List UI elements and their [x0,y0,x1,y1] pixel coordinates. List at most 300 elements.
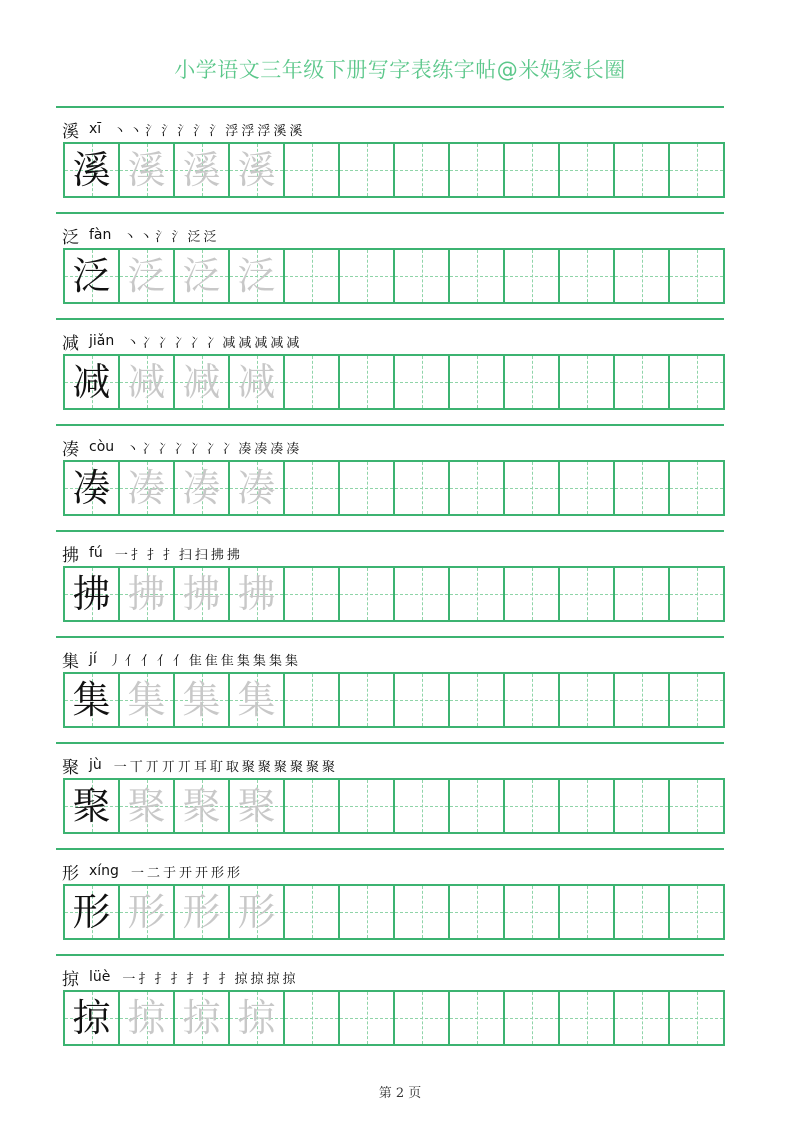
header-character: 掠 [62,969,79,990]
horizontal-guide [285,594,338,595]
stroke-step: 亻 [124,653,138,669]
stroke-step: 取 [225,759,239,775]
trace-cell [175,674,230,726]
blank-cell[interactable] [285,144,340,196]
stroke-step: 扌 [138,971,152,987]
row-header [62,330,302,352]
horizontal-guide [450,382,503,383]
horizontal-guide [505,488,558,489]
stroke-step: 二 [146,865,160,881]
trace-character: 溪 [127,148,166,192]
blank-cell[interactable] [340,250,395,302]
row-header [62,648,301,670]
blank-cell[interactable] [285,780,340,832]
blank-cell[interactable] [395,356,450,408]
trace-character: 集 [182,678,221,722]
stroke-step: 溪 [289,123,303,139]
blank-cell[interactable] [505,674,560,726]
trace-cell [120,144,175,196]
stroke-step: 掠 [250,971,264,987]
practice-grid [63,566,725,622]
row-header [62,860,243,882]
horizontal-guide [615,382,668,383]
blank-cell[interactable] [505,250,560,302]
row-header [62,436,302,458]
stroke-step: 一 [122,971,136,987]
blank-cell[interactable] [395,780,450,832]
blank-cell[interactable] [670,356,723,408]
model-cell [65,462,120,514]
header-character: 聚 [62,757,79,778]
horizontal-guide [560,382,613,383]
practice-grid [63,990,725,1046]
stroke-step: 冫 [142,441,156,457]
blank-cell[interactable] [450,992,505,1044]
blank-cell[interactable] [340,462,395,514]
blank-cell[interactable] [450,356,505,408]
stroke-step: 氵 [161,123,175,139]
blank-cell[interactable] [670,144,723,196]
stroke-step: 丶 [129,123,143,139]
stroke-step: 扌 [130,547,144,563]
blank-cell[interactable] [450,250,505,302]
blank-cell[interactable] [340,780,395,832]
blank-cell[interactable] [560,250,615,302]
stroke-step: 形 [227,865,241,881]
stroke-step: 隹 [204,653,218,669]
stroke-step: 氵 [171,229,185,245]
stroke-step: 扌 [218,971,232,987]
horizontal-guide [395,806,448,807]
trace-cell [175,568,230,620]
horizontal-guide [505,700,558,701]
trace-cell [230,886,285,938]
trace-cell [230,250,285,302]
model-character: 掠 [72,996,111,1040]
stroke-order [126,438,302,457]
practice-grid [63,460,725,516]
stroke-step: 氵 [145,123,159,139]
trace-character: 泛 [127,254,166,298]
stroke-step: 浮 [257,123,271,139]
trace-cell [175,144,230,196]
stroke-step: 冫 [222,441,236,457]
stroke-step: 冫 [158,441,172,457]
stroke-step: 丌 [161,759,175,775]
practice-rows [56,106,724,1060]
stroke-step: 扌 [186,971,200,987]
horizontal-guide [395,382,448,383]
horizontal-guide [340,170,393,171]
stroke-step: 浮 [241,123,255,139]
horizontal-guide [340,1018,393,1019]
trace-character: 集 [237,678,276,722]
trace-cell [120,462,175,514]
blank-cell[interactable] [285,992,340,1044]
horizontal-guide [340,700,393,701]
trace-character: 形 [127,890,166,934]
blank-cell[interactable] [450,780,505,832]
horizontal-guide [285,1018,338,1019]
blank-cell[interactable] [560,568,615,620]
trace-cell [175,780,230,832]
blank-cell[interactable] [395,992,450,1044]
model-cell [65,780,120,832]
blank-cell[interactable] [340,886,395,938]
stroke-step: 聚 [257,759,271,775]
stroke-order [126,332,302,351]
blank-cell[interactable] [670,462,723,514]
blank-cell[interactable] [615,780,670,832]
trace-cell [175,462,230,514]
horizontal-guide [450,488,503,489]
trace-cell [120,356,175,408]
row-header [62,966,299,988]
trace-character: 泛 [237,254,276,298]
practice-row [56,636,724,742]
stroke-step: 于 [162,865,176,881]
row-header [62,118,305,140]
stroke-step: 亻 [140,653,154,669]
horizontal-guide [450,1018,503,1019]
stroke-step: 扌 [146,547,160,563]
stroke-step: 冫 [206,441,220,457]
stroke-step: 减 [270,335,284,351]
blank-cell[interactable] [285,356,340,408]
horizontal-guide [615,1018,668,1019]
horizontal-guide [450,806,503,807]
horizontal-guide [285,806,338,807]
row-divider [56,742,724,744]
blank-cell[interactable] [450,144,505,196]
practice-row [56,954,724,1060]
blank-cell[interactable] [670,674,723,726]
horizontal-guide [395,276,448,277]
blank-cell[interactable] [560,886,615,938]
stroke-step: 扌 [154,971,168,987]
blank-cell[interactable] [615,356,670,408]
horizontal-guide [395,594,448,595]
header-character: 溪 [62,121,79,142]
blank-cell[interactable] [670,780,723,832]
stroke-step: 丌 [145,759,159,775]
stroke-step: 拂 [210,547,224,563]
row-header [62,224,219,246]
horizontal-guide [395,700,448,701]
model-character: 泛 [72,254,111,298]
stroke-step: 丶 [126,441,140,457]
horizontal-guide [615,276,668,277]
blank-cell[interactable] [560,780,615,832]
trace-cell [120,674,175,726]
pinyin-label: fàn [89,227,112,243]
blank-cell[interactable] [560,992,615,1044]
blank-cell[interactable] [340,674,395,726]
stroke-order [131,862,243,881]
model-character: 凑 [72,466,111,510]
horizontal-guide [285,276,338,277]
pinyin-label: còu [89,439,115,455]
horizontal-guide [395,488,448,489]
trace-character: 溪 [237,148,276,192]
stroke-step: 溪 [273,123,287,139]
stroke-step: 扫 [194,547,208,563]
blank-cell[interactable] [395,144,450,196]
trace-character: 形 [182,890,221,934]
horizontal-guide [560,700,613,701]
stroke-step: 减 [222,335,236,351]
trace-cell [230,674,285,726]
horizontal-guide [450,276,503,277]
model-cell [65,992,120,1044]
practice-grid [63,884,725,940]
model-cell [65,250,120,302]
stroke-step: 泛 [203,229,217,245]
blank-cell[interactable] [505,886,560,938]
horizontal-guide [560,912,613,913]
model-character: 拂 [72,572,111,616]
trace-cell [230,992,285,1044]
blank-cell[interactable] [395,674,450,726]
horizontal-guide [670,594,723,595]
practice-grid [63,672,725,728]
model-cell [65,356,120,408]
model-cell [65,568,120,620]
blank-cell[interactable] [560,462,615,514]
stroke-step: 一 [114,547,128,563]
pinyin-label: xíng [89,863,119,879]
stroke-step: 氵 [209,123,223,139]
horizontal-guide [285,912,338,913]
stroke-step: 拂 [226,547,240,563]
stroke-step: 冫 [206,335,220,351]
blank-cell[interactable] [615,886,670,938]
stroke-step: 集 [252,653,266,669]
row-divider [56,106,724,108]
model-character: 溪 [72,148,111,192]
horizontal-guide [560,1018,613,1019]
stroke-step: 丶 [113,123,127,139]
blank-cell[interactable] [505,568,560,620]
stroke-step: 凑 [286,441,300,457]
blank-cell[interactable] [285,886,340,938]
stroke-order [113,120,305,139]
stroke-step: 隹 [188,653,202,669]
stroke-step: 形 [211,865,225,881]
model-character: 形 [72,890,111,934]
stroke-step: 聚 [305,759,319,775]
stroke-step: 氵 [155,229,169,245]
trace-character: 掠 [237,996,276,1040]
stroke-order [123,226,219,245]
stroke-step: 集 [284,653,298,669]
blank-cell[interactable] [670,886,723,938]
blank-cell[interactable] [615,250,670,302]
pinyin-label: lüè [89,969,111,985]
blank-cell[interactable] [670,992,723,1044]
pinyin-label: jiǎn [89,333,115,349]
blank-cell[interactable] [450,568,505,620]
horizontal-guide [670,488,723,489]
horizontal-guide [560,170,613,171]
trace-character: 聚 [237,784,276,828]
horizontal-guide [450,700,503,701]
practice-grid [63,142,725,198]
practice-row [56,742,724,848]
trace-character: 凑 [127,466,166,510]
row-divider [56,424,724,426]
horizontal-guide [560,488,613,489]
stroke-step: 掠 [282,971,296,987]
trace-cell [230,356,285,408]
blank-cell[interactable] [340,356,395,408]
blank-cell[interactable] [560,144,615,196]
blank-cell[interactable] [395,568,450,620]
blank-cell[interactable] [615,674,670,726]
blank-cell[interactable] [450,886,505,938]
stroke-step: 聚 [289,759,303,775]
stroke-step: 丌 [177,759,191,775]
stroke-step: 丿 [108,653,122,669]
stroke-step: 泛 [187,229,201,245]
blank-cell[interactable] [505,462,560,514]
trace-cell [120,568,175,620]
horizontal-guide [395,1018,448,1019]
blank-cell[interactable] [395,250,450,302]
trace-character: 拂 [182,572,221,616]
stroke-step: 凑 [238,441,252,457]
blank-cell[interactable] [615,568,670,620]
trace-cell [230,568,285,620]
blank-cell[interactable] [340,144,395,196]
trace-character: 溪 [182,148,221,192]
blank-cell[interactable] [285,674,340,726]
stroke-step: 掠 [266,971,280,987]
blank-cell[interactable] [450,674,505,726]
model-cell [65,144,120,196]
row-divider [56,954,724,956]
blank-cell[interactable] [395,886,450,938]
trace-character: 减 [127,360,166,404]
blank-cell[interactable] [615,144,670,196]
blank-cell[interactable] [450,462,505,514]
blank-cell[interactable] [340,568,395,620]
trace-character: 泛 [182,254,221,298]
row-divider [56,530,724,532]
stroke-step: 浮 [225,123,239,139]
trace-character: 拂 [127,572,166,616]
blank-cell[interactable] [560,356,615,408]
stroke-step: 耵 [209,759,223,775]
horizontal-guide [450,912,503,913]
blank-cell[interactable] [670,250,723,302]
practice-row [56,848,724,954]
trace-character: 聚 [182,784,221,828]
blank-cell[interactable] [560,674,615,726]
stroke-step: 一 [113,759,127,775]
trace-character: 形 [237,890,276,934]
model-character: 聚 [72,784,111,828]
horizontal-guide [505,276,558,277]
blank-cell[interactable] [340,992,395,1044]
horizontal-guide [560,806,613,807]
stroke-step: 扫 [178,547,192,563]
row-divider [56,848,724,850]
stroke-step: 聚 [273,759,287,775]
trace-cell [120,886,175,938]
horizontal-guide [285,170,338,171]
trace-cell [175,356,230,408]
horizontal-guide [340,806,393,807]
blank-cell[interactable] [395,462,450,514]
practice-grid [63,248,725,304]
practice-row [56,212,724,318]
blank-cell[interactable] [615,992,670,1044]
stroke-step: 聚 [321,759,335,775]
horizontal-guide [285,382,338,383]
stroke-order [115,544,243,563]
horizontal-guide [505,912,558,913]
stroke-step: 一 [130,865,144,881]
horizontal-guide [505,594,558,595]
blank-cell[interactable] [285,462,340,514]
stroke-order [109,650,301,669]
horizontal-guide [450,170,503,171]
horizontal-guide [505,806,558,807]
pinyin-label: fú [89,545,103,561]
horizontal-guide [340,382,393,383]
blank-cell[interactable] [505,780,560,832]
stroke-step: 集 [236,653,250,669]
horizontal-guide [670,806,723,807]
model-cell [65,886,120,938]
stroke-step: 集 [268,653,282,669]
pinyin-label: xī [89,121,102,137]
row-divider [56,212,724,214]
row-divider [56,636,724,638]
horizontal-guide [670,912,723,913]
stroke-step: 丶 [139,229,153,245]
stroke-step: 耳 [193,759,207,775]
stroke-step: 开 [195,865,209,881]
page-number: 第 2 页 [378,1086,422,1101]
stroke-step: 减 [254,335,268,351]
trace-character: 减 [237,360,276,404]
blank-cell[interactable] [670,568,723,620]
blank-cell[interactable] [505,144,560,196]
blank-cell[interactable] [505,356,560,408]
practice-row [56,530,724,636]
header-character: 泛 [62,227,79,248]
model-character: 减 [72,360,111,404]
blank-cell[interactable] [285,568,340,620]
horizontal-guide [615,488,668,489]
pinyin-label: jù [89,757,102,773]
stroke-order [114,756,338,775]
stroke-step: 冫 [190,335,204,351]
trace-character: 凑 [182,466,221,510]
horizontal-guide [615,594,668,595]
horizontal-guide [505,1018,558,1019]
blank-cell[interactable] [505,992,560,1044]
practice-row [56,106,724,212]
blank-cell[interactable] [285,250,340,302]
blank-cell[interactable] [615,462,670,514]
row-divider [56,318,724,320]
horizontal-guide [670,276,723,277]
trace-cell [230,462,285,514]
trace-cell [230,144,285,196]
